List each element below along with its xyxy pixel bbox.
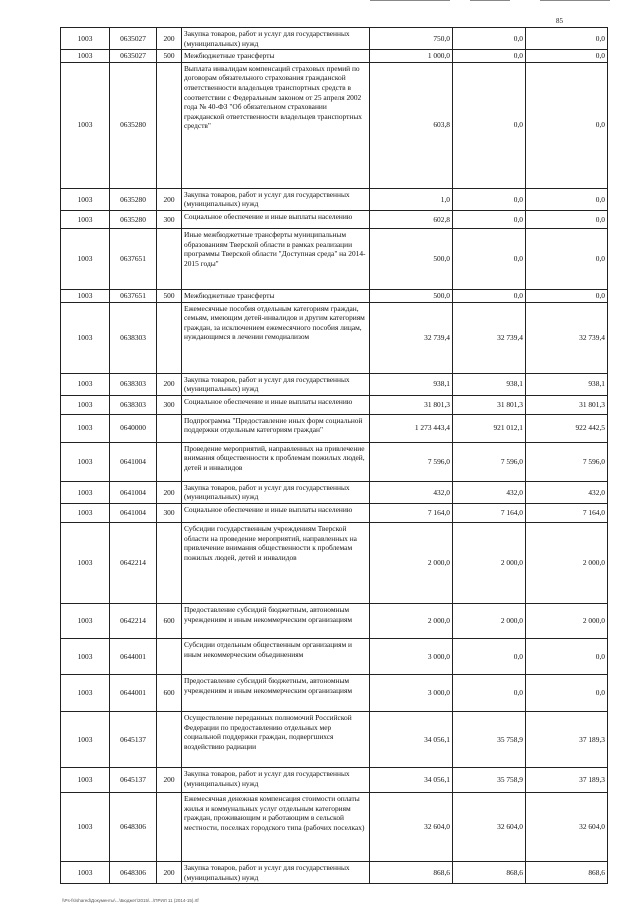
description-cell: Ежемесячная денежная компенсация стоимости оплаты жилья и коммунальных услуг отдельным категориям граждан, проживающим и работающим в сельской местности, поселках городского типа (рабочих поселках) [182, 792, 370, 861]
table-row [61, 711, 608, 767]
amount-2017-cell: 0,0 [526, 28, 608, 50]
description-cell: Иные межбюджетные трансферты муниципальным образованиям Тверской области в рамках реализации программы Тверской области "Доступная среда" на 2014-2015 годы" [182, 228, 370, 289]
amount-2015-cell: 750,0 [370, 28, 453, 50]
table-row [61, 28, 608, 50]
amount-2017-cell: 0,0 [526, 188, 608, 210]
amount-2017-cell: 922 442,5 [526, 414, 608, 442]
section-code-cell: 1003 [61, 228, 110, 289]
amount-2015-cell: 1 273 443,4 [370, 414, 453, 442]
expense-type-cell: 500 [157, 289, 182, 302]
expense-type-cell [157, 302, 182, 373]
target-code-cell: 0635280 [110, 188, 157, 210]
amount-2017-cell: 432,0 [526, 481, 608, 503]
target-code-cell: 0640000 [110, 414, 157, 442]
target-code-cell: 0635027 [110, 28, 157, 50]
section-code-cell: 1003 [61, 603, 110, 638]
description-cell: Межбюджетные трансферты [182, 289, 370, 302]
expense-type-cell: 300 [157, 210, 182, 228]
expense-type-cell [157, 228, 182, 289]
description-cell: Социальное обеспечение и иные выплаты населению [182, 395, 370, 414]
file-path-footer: \\Ps-fs\shared\Документы\...\Бюджет\2015\...\ПРИЛ 11 (2014-15).rtf [62, 898, 199, 903]
table-row [61, 767, 608, 792]
amount-2015-cell: 500,0 [370, 289, 453, 302]
target-code-cell: 0644001 [110, 638, 157, 674]
section-code-cell: 1003 [61, 481, 110, 503]
amount-2016-cell: 0,0 [453, 289, 526, 302]
expense-type-cell: 200 [157, 767, 182, 792]
target-code-cell: 0637651 [110, 289, 157, 302]
amount-2016-cell: 2 000,0 [453, 522, 526, 603]
description-cell: Подпрограмма "Предоставление иных форм социальной поддержки отдельным категориям граждан" [182, 414, 370, 442]
target-code-cell: 0645137 [110, 711, 157, 767]
section-code-cell: 1003 [61, 522, 110, 603]
target-code-cell: 0635280 [110, 62, 157, 188]
table-row [61, 373, 608, 395]
amount-2016-cell: 0,0 [453, 228, 526, 289]
target-code-cell: 0641004 [110, 442, 157, 481]
amount-2016-cell: 0,0 [453, 188, 526, 210]
amount-2017-cell: 0,0 [526, 289, 608, 302]
amount-2016-cell: 0,0 [453, 28, 526, 50]
amount-2017-cell: 37 189,3 [526, 711, 608, 767]
amount-2015-cell: 603,8 [370, 62, 453, 188]
amount-2016-cell: 0,0 [453, 62, 526, 188]
target-code-cell: 0648306 [110, 861, 157, 883]
target-code-cell: 0641004 [110, 503, 157, 522]
amount-2016-cell: 7 596,0 [453, 442, 526, 481]
table-row [61, 228, 608, 289]
section-code-cell: 1003 [61, 503, 110, 522]
description-cell: Закупка товаров, работ и услуг для государственных (муниципальных) нужд [182, 188, 370, 210]
section-code-cell: 1003 [61, 638, 110, 674]
expense-type-cell: 300 [157, 395, 182, 414]
description-cell: Социальное обеспечение и иные выплаты населению [182, 503, 370, 522]
section-code-cell: 1003 [61, 767, 110, 792]
expense-type-cell [157, 414, 182, 442]
amount-2016-cell: 868,6 [453, 861, 526, 883]
amount-2016-cell: 0,0 [453, 674, 526, 711]
table-row [61, 603, 608, 638]
amount-2017-cell: 938,1 [526, 373, 608, 395]
section-code-cell: 1003 [61, 62, 110, 188]
target-code-cell: 0638303 [110, 395, 157, 414]
table-row [61, 861, 608, 883]
target-code-cell: 0641004 [110, 481, 157, 503]
page-number: 85 [556, 17, 563, 25]
expense-type-cell: 600 [157, 674, 182, 711]
section-code-cell: 1003 [61, 442, 110, 481]
amount-2017-cell: 868,6 [526, 861, 608, 883]
amount-2015-cell: 868,6 [370, 861, 453, 883]
expense-type-cell: 200 [157, 373, 182, 395]
table-row [61, 792, 608, 861]
expense-type-cell: 300 [157, 503, 182, 522]
amount-2016-cell: 938,1 [453, 373, 526, 395]
description-cell: Ежемесячные пособия отдельным категориям граждан, семьям, имеющим детей-инвалидов и другим категориям граждан, за исключением ежемесячного пособия лицам, нуждающимся в лечении гемодиализом [182, 302, 370, 373]
amount-2015-cell: 938,1 [370, 373, 453, 395]
section-code-cell: 1003 [61, 395, 110, 414]
table-row [61, 50, 608, 63]
table-row [61, 62, 608, 188]
description-cell: Закупка товаров, работ и услуг для государственных (муниципальных) нужд [182, 28, 370, 50]
table-row [61, 481, 608, 503]
table-row [61, 188, 608, 210]
top-rule [370, 0, 450, 1]
expense-type-cell [157, 62, 182, 188]
target-code-cell: 0637651 [110, 228, 157, 289]
amount-2017-cell: 0,0 [526, 638, 608, 674]
table-row [61, 638, 608, 674]
section-code-cell: 1003 [61, 861, 110, 883]
description-cell: Закупка товаров, работ и услуг для государственных (муниципальных) нужд [182, 861, 370, 883]
amount-2015-cell: 34 056,1 [370, 767, 453, 792]
amount-2017-cell: 32 739,4 [526, 302, 608, 373]
section-code-cell: 1003 [61, 28, 110, 50]
amount-2017-cell: 0,0 [526, 674, 608, 711]
expense-type-cell: 500 [157, 50, 182, 63]
table-row [61, 522, 608, 603]
amount-2016-cell: 35 758,9 [453, 767, 526, 792]
amount-2017-cell: 0,0 [526, 228, 608, 289]
description-cell: Выплата инвалидам компенсаций страховых премий по договорам обязательного страхования гражданской ответственности владельцев транспортных средств в соответствии с Федеральным законом от 25 апреля 2002 года № 40-ФЗ "Об обязательном страховании гражданской ответственности владельцев транспортных средств" [182, 62, 370, 188]
table-row [61, 289, 608, 302]
description-cell: Осуществление переданных полномочий Российской Федерации по предоставлению отдельных мер социальной поддержки граждан, подвергшихся воздействию радиации [182, 711, 370, 767]
amount-2015-cell: 500,0 [370, 228, 453, 289]
description-cell: Закупка товаров, работ и услуг для государственных (муниципальных) нужд [182, 373, 370, 395]
amount-2016-cell: 32 604,0 [453, 792, 526, 861]
table-row [61, 414, 608, 442]
amount-2017-cell: 37 189,3 [526, 767, 608, 792]
amount-2017-cell: 0,0 [526, 50, 608, 63]
expense-type-cell: 600 [157, 603, 182, 638]
section-code-cell: 1003 [61, 414, 110, 442]
expense-type-cell: 200 [157, 481, 182, 503]
target-code-cell: 0645137 [110, 767, 157, 792]
table-row [61, 442, 608, 481]
amount-2015-cell: 602,8 [370, 210, 453, 228]
description-cell: Проведение мероприятий, направленных на привлечение внимания общественности к проблемам пожилых людей, детей и инвалидов [182, 442, 370, 481]
amount-2015-cell: 32 739,4 [370, 302, 453, 373]
description-cell: Субсидии отдельным общественным организациям и иным некоммерческим объединениям [182, 638, 370, 674]
amount-2015-cell: 3 000,0 [370, 674, 453, 711]
amount-2015-cell: 3 000,0 [370, 638, 453, 674]
amount-2015-cell: 432,0 [370, 481, 453, 503]
amount-2016-cell: 2 000,0 [453, 603, 526, 638]
amount-2015-cell: 1,0 [370, 188, 453, 210]
amount-2015-cell: 34 056,1 [370, 711, 453, 767]
expense-type-cell [157, 442, 182, 481]
amount-2016-cell: 32 739,4 [453, 302, 526, 373]
section-code-cell: 1003 [61, 188, 110, 210]
amount-2015-cell: 1 000,0 [370, 50, 453, 63]
description-cell: Закупка товаров, работ и услуг для государственных (муниципальных) нужд [182, 767, 370, 792]
amount-2016-cell: 35 758,9 [453, 711, 526, 767]
top-rule [470, 0, 510, 1]
expense-type-cell: 200 [157, 28, 182, 50]
section-code-cell: 1003 [61, 50, 110, 63]
amount-2016-cell: 7 164,0 [453, 503, 526, 522]
description-cell: Межбюджетные трансферты [182, 50, 370, 63]
table-row [61, 395, 608, 414]
amount-2015-cell: 7 596,0 [370, 442, 453, 481]
section-code-cell: 1003 [61, 792, 110, 861]
expense-type-cell [157, 638, 182, 674]
section-code-cell: 1003 [61, 210, 110, 228]
target-code-cell: 0635027 [110, 50, 157, 63]
amount-2017-cell: 32 604,0 [526, 792, 608, 861]
description-cell: Предоставление субсидий бюджетным, автономным учреждениям и иным некоммерческим организациям [182, 603, 370, 638]
section-code-cell: 1003 [61, 302, 110, 373]
table-row [61, 302, 608, 373]
expense-type-cell: 200 [157, 861, 182, 883]
section-code-cell: 1003 [61, 373, 110, 395]
expense-type-cell [157, 711, 182, 767]
target-code-cell: 0648306 [110, 792, 157, 861]
amount-2017-cell: 7 596,0 [526, 442, 608, 481]
amount-2016-cell: 0,0 [453, 638, 526, 674]
target-code-cell: 0642214 [110, 522, 157, 603]
section-code-cell: 1003 [61, 711, 110, 767]
target-code-cell: 0638303 [110, 373, 157, 395]
description-cell: Закупка товаров, работ и услуг для государственных (муниципальных) нужд [182, 481, 370, 503]
table-row [61, 503, 608, 522]
expense-type-cell: 200 [157, 188, 182, 210]
amount-2017-cell: 7 164,0 [526, 503, 608, 522]
target-code-cell: 0644001 [110, 674, 157, 711]
amount-2016-cell: 432,0 [453, 481, 526, 503]
amount-2017-cell: 2 000,0 [526, 603, 608, 638]
amount-2017-cell: 2 000,0 [526, 522, 608, 603]
section-code-cell: 1003 [61, 289, 110, 302]
amount-2017-cell: 0,0 [526, 62, 608, 188]
amount-2016-cell: 31 801,3 [453, 395, 526, 414]
amount-2015-cell: 2 000,0 [370, 603, 453, 638]
amount-2017-cell: 0,0 [526, 210, 608, 228]
target-code-cell: 0638303 [110, 302, 157, 373]
amount-2016-cell: 0,0 [453, 210, 526, 228]
table-row [61, 674, 608, 711]
amount-2017-cell: 31 801,3 [526, 395, 608, 414]
expense-type-cell [157, 522, 182, 603]
target-code-cell: 0642214 [110, 603, 157, 638]
expense-type-cell [157, 792, 182, 861]
amount-2015-cell: 31 801,3 [370, 395, 453, 414]
budget-table [60, 27, 608, 884]
description-cell: Субсидии государственным учреждениям Тверской области на проведение мероприятий, направленных на привлечение внимания общественности к проблемам пожилых людей, детей и инвалидов [182, 522, 370, 603]
amount-2016-cell: 921 012,1 [453, 414, 526, 442]
section-code-cell: 1003 [61, 674, 110, 711]
amount-2015-cell: 32 604,0 [370, 792, 453, 861]
top-rule [540, 0, 610, 1]
description-cell: Предоставление субсидий бюджетным, автономным учреждениям и иным некоммерческим организациям [182, 674, 370, 711]
description-cell: Социальное обеспечение и иные выплаты населению [182, 210, 370, 228]
target-code-cell: 0635280 [110, 210, 157, 228]
table-row [61, 210, 608, 228]
amount-2015-cell: 2 000,0 [370, 522, 453, 603]
amount-2016-cell: 0,0 [453, 50, 526, 63]
amount-2015-cell: 7 164,0 [370, 503, 453, 522]
